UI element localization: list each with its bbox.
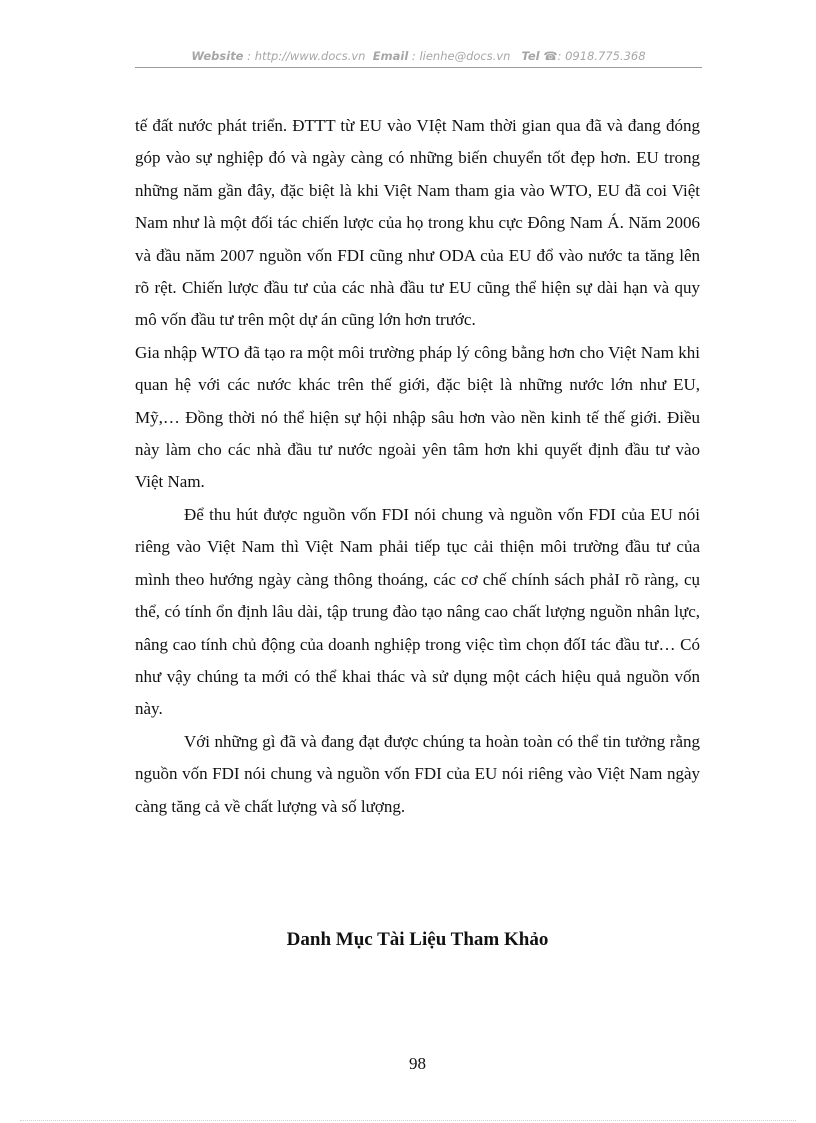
paragraph-1: tế đất nước phát triển. ĐTTT từ EU vào VIệt Nam thời gian qua đã và đang đóng góp vào sự nghiệp đó và ngày càng có những biến chuyển tốt đẹp hơn. EU trong những năm gần đây, đặc biệt là khi Việt Nam tham gia vào WTO, EU đã coi Việt Nam như là một đối tác chiến lược của họ trong khu cực Đông Nam Á. Năm 2006 và đầu năm 2007 nguồn vốn FDI cũng như ODA của EU đổ vào nước ta tăng lên rõ rệt. Chiến lược đầu tư của các nhà đầu tư EU cũng thể hiện sự dài hạn và quy mô vốn đầu tư trên một dự án cũng lớn hơn trước.: [135, 116, 700, 330]
website-link[interactable]: http://www.docs.vn: [254, 49, 366, 63]
website-label: Website: [191, 49, 244, 63]
body-text: [135, 110, 700, 823]
paragraph-2: Gia nhập WTO đã tạo ra một môi trường pháp lý công bằng hơn cho Việt Nam khi quan hệ với các nước khác trên thế giới, đặc biệt là những nước lớn như EU, Mỹ,… Đồng thời nó thể hiện sự hội nhập sâu hơn vào nền kinh tế thế giới. Điều này làm cho các nhà đầu tư nước ngoài yên tâm hơn khi quyết định đầu tư vào Việt Nam.: [135, 342, 700, 492]
phone-icon: ☎: [543, 49, 558, 63]
tel-label: Tel: [521, 49, 540, 63]
section-title: Danh Mục Tài Liệu Tham Khảo: [286, 929, 549, 950]
paragraph-4: Với những gì đã và đang đạt được chúng ta hoàn toàn có thể tin tưởng rằng nguồn vốn FDI nói chung và nguồn vốn FDI của EU nói riêng vào Việt Nam ngày càng tăng cả về chất lượng và số lượng.: [135, 731, 700, 816]
website-separator: :: [243, 49, 255, 63]
email-label: Email: [372, 49, 409, 63]
page-header: [135, 47, 702, 67]
email-separator: :: [408, 49, 420, 63]
paragraph-3: Để thu hút được nguồn vốn FDI nói chung và nguồn vốn FDI của EU nói riêng vào Việt Nam thì Việt Nam phải tiếp tục cải thiện môi trường đầu tư của mình theo hướng ngày càng thông thoáng, các cơ chế chính sách phảI rõ ràng, cụ thể, có tính ổn định lâu dài, tập trung đào tạo nâng cao chất lượng nguồn nhân lực, nâng cao tính chủ động của doanh nghiệp trong việc tìm chọn đốI tác đầu tư… Có như vậy chúng ta mới có thể khai thác và sử dụng một cách hiệu quả nguồn vốn này.: [135, 504, 700, 719]
email-link[interactable]: lienhe@docs.vn: [419, 49, 511, 63]
header-divider: [135, 67, 702, 68]
page-number: 98: [409, 1054, 426, 1073]
tel-value: : 0918.775.368: [557, 49, 646, 63]
page-bottom-border: [20, 1120, 796, 1121]
